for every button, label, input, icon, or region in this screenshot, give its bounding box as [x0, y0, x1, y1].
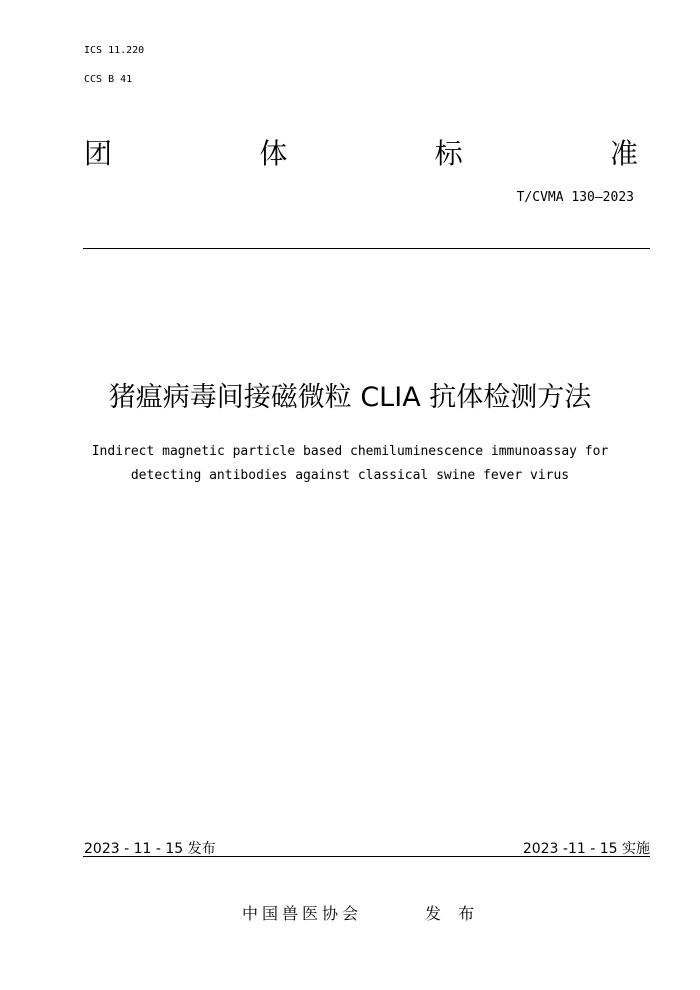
ics-code: ICS 11.220 — [84, 45, 145, 56]
publisher-name: 中国兽医协会 — [242, 904, 363, 923]
top-divider — [83, 248, 650, 249]
ccs-code: CCS B 41 — [84, 74, 133, 85]
standard-type-char: 准 — [609, 137, 638, 170]
title-english-line-2: detecting antibodies against classical swine fever virus — [130, 468, 570, 483]
bottom-divider — [83, 856, 650, 857]
title-english-line-1: Indirect magnetic particle based chemiluminescence immunoassay for — [91, 444, 609, 459]
title-english — [40, 440, 660, 488]
standard-type-char: 团 — [84, 137, 113, 170]
implement-date: 2023 -11 - 15 实施 — [522, 841, 650, 857]
standard-type-char: 体 — [259, 137, 288, 170]
publish-date: 2023 - 11 - 15 发布 — [84, 841, 216, 857]
publish-label: 发 布 — [425, 904, 481, 923]
standard-number: T/CVMA 130—2023 — [516, 190, 634, 205]
standard-type-heading — [84, 137, 638, 171]
standard-type-char: 标 — [434, 137, 463, 170]
title-chinese: 猪瘟病毒间接磁微粒 CLIA 抗体检测方法 — [108, 382, 592, 413]
